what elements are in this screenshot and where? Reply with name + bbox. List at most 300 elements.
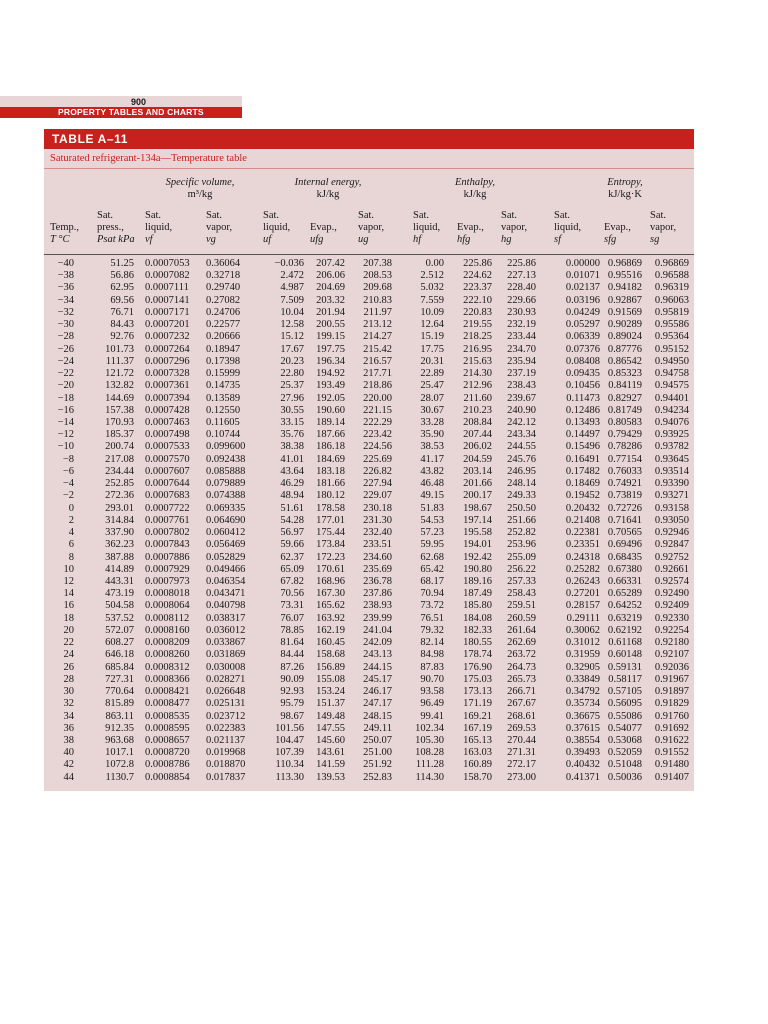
table-cell: 222.10 bbox=[463, 294, 492, 306]
table-cell: 211.60 bbox=[463, 392, 492, 404]
table-cell: 231.30 bbox=[363, 514, 392, 526]
table-cell: 0.20666 bbox=[206, 331, 241, 343]
table-cell: 160.45 bbox=[316, 637, 345, 649]
table-cell: 65.09 bbox=[280, 563, 304, 575]
table-cell: 0.21408 bbox=[565, 514, 600, 526]
table-row bbox=[0, 636, 768, 649]
table-cell: 0.91967 bbox=[654, 673, 689, 685]
table-cell: 0.92254 bbox=[654, 624, 689, 636]
table-cell: 0.92946 bbox=[654, 527, 689, 539]
table-cell: 28.07 bbox=[420, 392, 444, 404]
table-cell: 337.90 bbox=[105, 527, 134, 539]
table-cell: 180.12 bbox=[316, 490, 345, 502]
table-cell: 255.09 bbox=[507, 551, 536, 563]
table-cell: 24 bbox=[63, 649, 74, 661]
table-cell: 26 bbox=[63, 661, 74, 673]
page-number: 900 bbox=[131, 97, 147, 107]
table-cell: 132.82 bbox=[105, 380, 134, 392]
table-cell: 0.78286 bbox=[607, 441, 642, 453]
table-cell: 0.0007570 bbox=[145, 453, 190, 465]
table-row bbox=[0, 257, 768, 270]
table-cell: 4.987 bbox=[280, 282, 304, 294]
table-cell: 165.13 bbox=[463, 734, 492, 746]
table-cell: 0.92409 bbox=[654, 600, 689, 612]
table-cell: 0.50036 bbox=[607, 771, 642, 783]
table-cell: 0.13493 bbox=[565, 416, 600, 428]
table-cell: 17.75 bbox=[420, 343, 444, 355]
table-cell: 0.0007929 bbox=[145, 563, 190, 575]
table-row bbox=[0, 294, 768, 307]
table-cell: 22.80 bbox=[280, 368, 304, 380]
table-cell: 46.29 bbox=[280, 478, 304, 490]
header-divider bbox=[44, 254, 694, 255]
column-header-line: vf bbox=[145, 234, 153, 245]
column-header bbox=[554, 210, 581, 246]
table-row bbox=[0, 453, 768, 466]
table-cell: 0.90289 bbox=[607, 319, 642, 331]
table-cell: 0.0007296 bbox=[145, 355, 190, 367]
table-cell: 144.69 bbox=[105, 392, 134, 404]
column-header bbox=[206, 210, 232, 246]
table-cell: 249.11 bbox=[363, 722, 392, 734]
table-cell: 0.95152 bbox=[654, 343, 689, 355]
column-header-line: Evap., bbox=[457, 222, 484, 233]
column-header-line: Sat. bbox=[650, 210, 667, 221]
table-cell: 199.15 bbox=[316, 331, 345, 343]
table-cell: 20 bbox=[63, 624, 74, 636]
table-cell: 245.76 bbox=[507, 453, 536, 465]
table-cell: 218.25 bbox=[463, 331, 492, 343]
table-cell: 414.89 bbox=[105, 563, 134, 575]
table-cell: 0.93645 bbox=[654, 453, 689, 465]
table-cell: 245.17 bbox=[363, 673, 392, 685]
table-cell: 217.08 bbox=[105, 453, 134, 465]
table-cell: 0.92490 bbox=[654, 588, 689, 600]
table-row bbox=[0, 318, 768, 331]
table-cell: 57.23 bbox=[420, 527, 444, 539]
column-header-line bbox=[604, 210, 631, 222]
table-cell: 208.53 bbox=[363, 270, 392, 282]
table-cell: 0.68435 bbox=[607, 551, 642, 563]
table-cell: 244.15 bbox=[363, 661, 392, 673]
table-cell: 178.74 bbox=[463, 649, 492, 661]
table-cell: 59.95 bbox=[420, 539, 444, 551]
table-cell: 160.89 bbox=[463, 759, 492, 771]
table-cell: 214.27 bbox=[363, 331, 392, 343]
table-cell: 0.93271 bbox=[654, 490, 689, 502]
table-row bbox=[0, 514, 768, 527]
table-cell: 0.0007683 bbox=[145, 490, 190, 502]
table-cell: 0.017837 bbox=[206, 771, 246, 783]
table-cell: 0.0008260 bbox=[145, 649, 190, 661]
table-cell: 92.93 bbox=[280, 686, 304, 698]
table-cell: 473.19 bbox=[105, 588, 134, 600]
table-cell: 0.82927 bbox=[607, 392, 642, 404]
table-cell: 0.91407 bbox=[654, 771, 689, 783]
table-cell: 0.35734 bbox=[565, 698, 600, 710]
table-cell: 0.94234 bbox=[654, 404, 689, 416]
table-cell: 95.79 bbox=[280, 698, 304, 710]
table-cell: 79.32 bbox=[420, 624, 444, 636]
table-cell: 0.0007394 bbox=[145, 392, 190, 404]
column-header-line: Temp., bbox=[50, 222, 80, 233]
table-cell: 0.39493 bbox=[565, 747, 600, 759]
table-cell: 0.06339 bbox=[565, 331, 600, 343]
table-cell: 727.31 bbox=[105, 673, 134, 685]
table-cell: −16 bbox=[57, 404, 74, 416]
table-cell: 242.09 bbox=[363, 637, 392, 649]
table-cell: 111.28 bbox=[415, 759, 444, 771]
table-cell: 224.62 bbox=[463, 270, 492, 282]
column-header bbox=[145, 210, 172, 246]
table-cell: 267.67 bbox=[507, 698, 536, 710]
table-cell: 228.40 bbox=[507, 282, 536, 294]
table-cell: 0.043471 bbox=[206, 588, 246, 600]
table-cell: 172.23 bbox=[316, 551, 345, 563]
table-row bbox=[0, 343, 768, 356]
table-cell: 0.0007361 bbox=[145, 380, 190, 392]
table-cell: 0.77154 bbox=[607, 453, 642, 465]
table-cell: 0.51048 bbox=[607, 759, 642, 771]
table-cell: 0.0007082 bbox=[145, 270, 190, 282]
table-cell: 62.68 bbox=[420, 551, 444, 563]
column-header-line: Psat kPa bbox=[97, 234, 135, 245]
column-header-line: ug bbox=[358, 234, 369, 245]
table-caption: Saturated refrigerant-134a—Temperature table bbox=[50, 153, 247, 164]
table-row bbox=[0, 465, 768, 478]
table-cell: 101.73 bbox=[105, 343, 134, 355]
column-header-line: vapor, bbox=[358, 222, 385, 233]
table-cell: 2.472 bbox=[280, 270, 304, 282]
table-cell: 646.18 bbox=[105, 649, 134, 661]
table-cell: 194.01 bbox=[463, 539, 492, 551]
table-cell: 208.84 bbox=[463, 416, 492, 428]
column-header-line: hfg bbox=[457, 234, 471, 245]
column-header bbox=[50, 210, 79, 246]
table-cell: 204.59 bbox=[463, 453, 492, 465]
table-cell: 98.67 bbox=[280, 710, 304, 722]
table-cell: 187.49 bbox=[463, 588, 492, 600]
table-cell: 0.95516 bbox=[607, 270, 642, 282]
column-header bbox=[413, 210, 440, 246]
table-cell: 0.91552 bbox=[654, 747, 689, 759]
table-cell: 220.00 bbox=[363, 392, 392, 404]
table-cell: 84.43 bbox=[110, 319, 134, 331]
table-cell: 170.61 bbox=[316, 563, 345, 575]
table-cell: 25.47 bbox=[420, 380, 444, 392]
table-cell: 251.66 bbox=[507, 514, 536, 526]
table-cell: 215.63 bbox=[463, 355, 492, 367]
table-cell: 18 bbox=[63, 612, 74, 624]
table-cell: 253.96 bbox=[507, 539, 536, 551]
table-cell: 225.86 bbox=[507, 258, 536, 269]
column-header-line: vapor, bbox=[206, 222, 233, 233]
table-cell: 314.84 bbox=[105, 514, 134, 526]
table-cell: 10 bbox=[63, 563, 74, 575]
table-row bbox=[0, 551, 768, 564]
column-header-line: sg bbox=[650, 234, 660, 245]
table-cell: 0.22577 bbox=[206, 319, 241, 331]
table-cell: 0.0007232 bbox=[145, 331, 190, 343]
table-cell: 227.94 bbox=[363, 478, 392, 490]
table-cell: 233.44 bbox=[507, 331, 536, 343]
table-cell: 203.32 bbox=[316, 294, 345, 306]
table-cell: 0.0008595 bbox=[145, 722, 190, 734]
table-cell: −0.036 bbox=[274, 258, 304, 269]
table-cell: 0.0007498 bbox=[145, 429, 190, 441]
table-cell: 0.96319 bbox=[654, 282, 689, 294]
table-cell: −34 bbox=[57, 294, 74, 306]
table-cell: 252.83 bbox=[363, 771, 392, 783]
table-cell: 247.17 bbox=[363, 698, 392, 710]
table-cell: 234.60 bbox=[363, 551, 392, 563]
table-cell: 65.42 bbox=[420, 563, 444, 575]
column-header bbox=[501, 210, 527, 246]
table-cell: 0.049466 bbox=[206, 563, 246, 575]
column-header-line: sfg bbox=[604, 234, 617, 245]
table-cell: 1017.1 bbox=[105, 747, 134, 759]
table-cell: 0.0007264 bbox=[145, 343, 190, 355]
table-cell: 243.13 bbox=[363, 649, 392, 661]
table-row bbox=[0, 526, 768, 539]
table-cell: 0.018870 bbox=[206, 759, 246, 771]
table-cell: 0.12486 bbox=[565, 404, 600, 416]
table-cell: 0 bbox=[68, 502, 74, 514]
table-cell: 165.62 bbox=[316, 600, 345, 612]
table-cell: 173.84 bbox=[316, 539, 345, 551]
column-header-line: Sat. bbox=[145, 210, 162, 221]
table-cell: 93.58 bbox=[420, 686, 444, 698]
table-cell: 0.73819 bbox=[607, 490, 642, 502]
column-header-line: press., bbox=[97, 222, 124, 233]
table-cell: 0.59131 bbox=[607, 661, 642, 673]
table-cell: 0.0007533 bbox=[145, 441, 190, 453]
table-cell: 0.0007644 bbox=[145, 478, 190, 490]
table-cell: 0.0007886 bbox=[145, 551, 190, 563]
table-cell: 167.19 bbox=[463, 722, 492, 734]
table-cell: 178.58 bbox=[316, 502, 345, 514]
table-cell: 15.19 bbox=[420, 331, 444, 343]
table-cell: 0.92574 bbox=[654, 575, 689, 587]
table-cell: 815.89 bbox=[105, 698, 134, 710]
table-cell: 20.23 bbox=[280, 355, 304, 367]
table-cell: 246.17 bbox=[363, 686, 392, 698]
table-cell: 0.11605 bbox=[206, 416, 240, 428]
table-cell: 169.21 bbox=[463, 710, 492, 722]
table-cell: 213.12 bbox=[363, 319, 392, 331]
table-cell: −30 bbox=[57, 319, 74, 331]
table-cell: 15.12 bbox=[280, 331, 304, 343]
column-header-line: liquid, bbox=[413, 222, 441, 233]
column-header bbox=[97, 210, 135, 246]
table-cell: 0.00 bbox=[425, 258, 444, 269]
table-cell: 201.66 bbox=[463, 478, 492, 490]
table-row bbox=[0, 281, 768, 294]
table-cell: 0.29740 bbox=[206, 282, 241, 294]
table-cell: 48.94 bbox=[280, 490, 304, 502]
table-row bbox=[0, 538, 768, 551]
table-cell: 0.16491 bbox=[565, 453, 600, 465]
table-cell: 0.91692 bbox=[654, 722, 689, 734]
table-cell: 0.15999 bbox=[206, 368, 241, 380]
table-cell: 0.030008 bbox=[206, 661, 246, 673]
group-specific-volume: Specific volume, m³/kg bbox=[165, 177, 235, 200]
table-cell: 237.19 bbox=[507, 368, 536, 380]
table-cell: 190.60 bbox=[316, 404, 345, 416]
table-cell: 30.67 bbox=[420, 404, 444, 416]
table-cell: 51.25 bbox=[110, 258, 134, 269]
table-cell: 293.01 bbox=[105, 502, 134, 514]
table-cell: 151.37 bbox=[316, 698, 345, 710]
table-cell: 2 bbox=[68, 514, 74, 526]
table-cell: 0.96869 bbox=[654, 258, 689, 269]
table-cell: 62.95 bbox=[110, 282, 134, 294]
table-cell: 230.93 bbox=[507, 306, 536, 318]
table-cell: 216.95 bbox=[463, 343, 492, 355]
table-cell: 0.0007463 bbox=[145, 416, 190, 428]
table-cell: 0.18947 bbox=[206, 343, 241, 355]
table-cell: 44 bbox=[63, 771, 74, 783]
table-cell: 0.0008720 bbox=[145, 747, 190, 759]
table-cell: 237.86 bbox=[363, 588, 392, 600]
table-cell: 0.01071 bbox=[565, 270, 600, 282]
section-title: PROPERTY TABLES AND CHARTS bbox=[58, 107, 204, 117]
table-cell: 143.61 bbox=[316, 747, 345, 759]
table-cell: 185.37 bbox=[105, 429, 134, 441]
table-cell: 27.96 bbox=[280, 392, 304, 404]
table-cell: 0.22381 bbox=[565, 527, 600, 539]
table-cell: 8 bbox=[68, 551, 74, 563]
table-cell: 0.93514 bbox=[654, 465, 689, 477]
table-cell: 0.0007053 bbox=[145, 258, 190, 269]
table-cell: 0.18469 bbox=[565, 478, 600, 490]
table-cell: 244.55 bbox=[507, 441, 536, 453]
table-cell: 0.93158 bbox=[654, 502, 689, 514]
table-cell: 0.36064 bbox=[206, 258, 241, 269]
column-header-line: vg bbox=[206, 234, 216, 245]
table-cell: 0.046354 bbox=[206, 575, 246, 587]
table-cell: 211.97 bbox=[363, 306, 392, 318]
table-cell: 20.31 bbox=[420, 355, 444, 367]
table-cell: 0.31959 bbox=[565, 649, 600, 661]
table-cell: 0.91829 bbox=[654, 698, 689, 710]
table-cell: 121.72 bbox=[105, 368, 134, 380]
table-cell: 41.01 bbox=[280, 453, 304, 465]
table-cell: 0.72726 bbox=[607, 502, 642, 514]
table-cell: 0.028271 bbox=[206, 673, 246, 685]
table-cell: 0.30062 bbox=[565, 624, 600, 636]
table-cell: 5.032 bbox=[420, 282, 444, 294]
table-cell: 362.23 bbox=[105, 539, 134, 551]
table-cell: 260.59 bbox=[507, 612, 536, 624]
table-cell: 0.94076 bbox=[654, 416, 689, 428]
table-row bbox=[0, 734, 768, 747]
table-cell: 153.24 bbox=[316, 686, 345, 698]
table-cell: 268.61 bbox=[507, 710, 536, 722]
table-cell: 195.58 bbox=[463, 527, 492, 539]
table-cell: 197.14 bbox=[463, 514, 492, 526]
table-cell: 87.26 bbox=[280, 661, 304, 673]
table-cell: 110.34 bbox=[275, 759, 304, 771]
table-cell: 235.94 bbox=[507, 355, 536, 367]
table-cell: 0.74921 bbox=[607, 478, 642, 490]
table-cell: 229.66 bbox=[507, 294, 536, 306]
table-cell: 56.97 bbox=[280, 527, 304, 539]
table-cell: 226.82 bbox=[363, 465, 392, 477]
table-cell: 189.14 bbox=[316, 416, 345, 428]
table-cell: 200.74 bbox=[105, 441, 134, 453]
table-cell: 30 bbox=[63, 686, 74, 698]
table-cell: 0.53068 bbox=[607, 734, 642, 746]
table-cell: 249.33 bbox=[507, 490, 536, 502]
column-header-line: uf bbox=[263, 234, 272, 245]
table-row bbox=[0, 673, 768, 686]
table-cell: 12.64 bbox=[420, 319, 444, 331]
table-cell: 0.033867 bbox=[206, 637, 246, 649]
table-cell: 54.53 bbox=[420, 514, 444, 526]
table-cell: 263.72 bbox=[507, 649, 536, 661]
table-cell: 221.15 bbox=[363, 404, 392, 416]
table-cell: 162.19 bbox=[316, 624, 345, 636]
column-header bbox=[650, 210, 676, 246]
table-cell: 168.96 bbox=[316, 575, 345, 587]
table-cell: 33.15 bbox=[280, 416, 304, 428]
table-cell: 190.80 bbox=[463, 563, 492, 575]
table-cell: 96.49 bbox=[420, 698, 444, 710]
table-cell: 33.28 bbox=[420, 416, 444, 428]
table-cell: 76.71 bbox=[110, 306, 134, 318]
table-cell: 163.03 bbox=[463, 747, 492, 759]
table-cell: 34 bbox=[63, 710, 74, 722]
table-cell: 0.62192 bbox=[607, 624, 642, 636]
column-header-line: hg bbox=[501, 234, 512, 245]
table-cell: 0.05297 bbox=[565, 319, 600, 331]
column-header-line bbox=[457, 210, 484, 222]
table-cell: 0.052829 bbox=[206, 551, 246, 563]
table-cell: 107.39 bbox=[275, 747, 304, 759]
table-cell: 0.085888 bbox=[206, 465, 246, 477]
table-cell: 443.31 bbox=[105, 575, 134, 587]
table-cell: −28 bbox=[57, 331, 74, 343]
table-cell: 59.66 bbox=[280, 539, 304, 551]
table-row bbox=[0, 563, 768, 576]
table-row bbox=[0, 355, 768, 368]
table-cell: 40 bbox=[63, 747, 74, 759]
table-cell: −32 bbox=[57, 306, 74, 318]
table-row bbox=[0, 746, 768, 759]
table-cell: 207.44 bbox=[463, 429, 492, 441]
table-cell: 239.99 bbox=[363, 612, 392, 624]
table-row bbox=[0, 758, 768, 771]
table-cell: 0.95364 bbox=[654, 331, 689, 343]
table-row bbox=[0, 612, 768, 625]
table-cell: 225.69 bbox=[363, 453, 392, 465]
table-cell: 0.064690 bbox=[206, 514, 246, 526]
table-cell: 176.90 bbox=[463, 661, 492, 673]
table-row bbox=[0, 697, 768, 710]
table-cell: 70.94 bbox=[420, 588, 444, 600]
table-cell: 0.64252 bbox=[607, 600, 642, 612]
table-cell: 186.18 bbox=[316, 441, 345, 453]
table-cell: −22 bbox=[57, 368, 74, 380]
table-cell: 0.13589 bbox=[206, 392, 241, 404]
table-cell: 0.0008854 bbox=[145, 771, 190, 783]
table-cell: 0.85323 bbox=[607, 368, 642, 380]
table-cell: 243.34 bbox=[507, 429, 536, 441]
table-cell: 0.0008786 bbox=[145, 759, 190, 771]
table-cell: 111.37 bbox=[105, 355, 134, 367]
table-row bbox=[0, 587, 768, 600]
